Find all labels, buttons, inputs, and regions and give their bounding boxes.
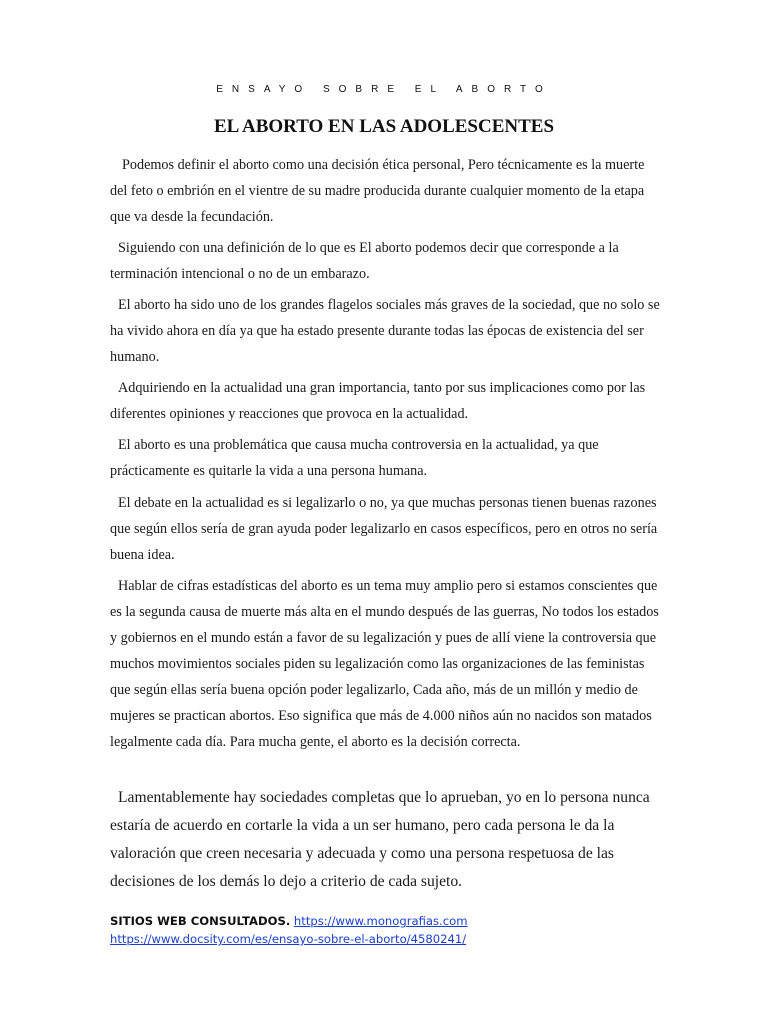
sources-section (110, 912, 670, 948)
paragraph-7: Hablar de cifras estadísticas del aborto es un tema muy amplio pero si estamos conscientes que es la segunda causa de muerte más alta en el mundo después de las guerras, No todos los estados y gobiernos en el mundo están a favor de su legalización y pues de allí viene la controversia que muchos movimientos sociales piden su legalización como las organizaciones de las feministas que según ellas sería buena opción poder legalizarlo, Cada año, más de un millón y medio de mujeres se practican abortos. Eso significa que más de 4.000 niños aún no nacidos son matados legalmente cada día. Para mucha gente, el aborto es la decisión correcta. (110, 578, 659, 750)
paragraph-5: El aborto es una problemática que causa mucha controversia en la actualidad, ya que prácticamente es quitarle la vida a una persona humana. (110, 437, 599, 479)
document-title: EL ABORTO EN LAS ADOLESCENTES (213, 116, 555, 137)
paragraph-2: Siguiendo con una definición de lo que es El aborto podemos decir que corresponde a la terminación intencional o no de un embarazo. (110, 240, 619, 282)
document-header: ENSAYO SOBRE EL ABORTO (216, 84, 552, 95)
source-link-docsity[interactable]: https://www.docsity.com/es/ensayo-sobre-el-aborto/4580241/ (110, 932, 467, 946)
paragraph-3: El aborto ha sido uno de los grandes flagelos sociales más graves de la sociedad, que no solo se ha vivido ahora en día ya que ha estado presente durante todas las épocas de existencia del ser humano. (110, 297, 660, 365)
paragraph-4: Adquiriendo en la actualidad una gran importancia, tanto por sus implicaciones como por las diferentes opiniones y reacciones que provoca en la actualidad. (110, 380, 646, 422)
sources-label: SITIOS WEB CONSULTADOS. (110, 914, 291, 928)
paragraph-1: Podemos definir el aborto como una decisión ética personal, Pero técnicamente es la muerte del feto o embrión en el vientre de su madre producida durante cualquier momento de la etapa que va desde la fecundación. (110, 157, 645, 225)
paragraph-6: El debate en la actualidad es si legalizarlo o no, ya que muchas personas tienen buenas razones que según ellos sería de gran ayuda poder legalizarlo en casos específicos, pero en otros no sería buena idea. (110, 495, 658, 563)
source-link-monografias[interactable]: https://www.monografias.com (293, 914, 468, 928)
paragraph-8: Lamentablemente hay sociedades completas que lo aprueban, yo en lo persona nunca estaría de acuerdo en cortarle la vida a un ser humano, pero cada persona le da la valoración que creen necesaria y adecuada y como una persona respetuosa de las decisiones de los demás lo dejo a criterio de cada sujeto. (110, 789, 650, 890)
